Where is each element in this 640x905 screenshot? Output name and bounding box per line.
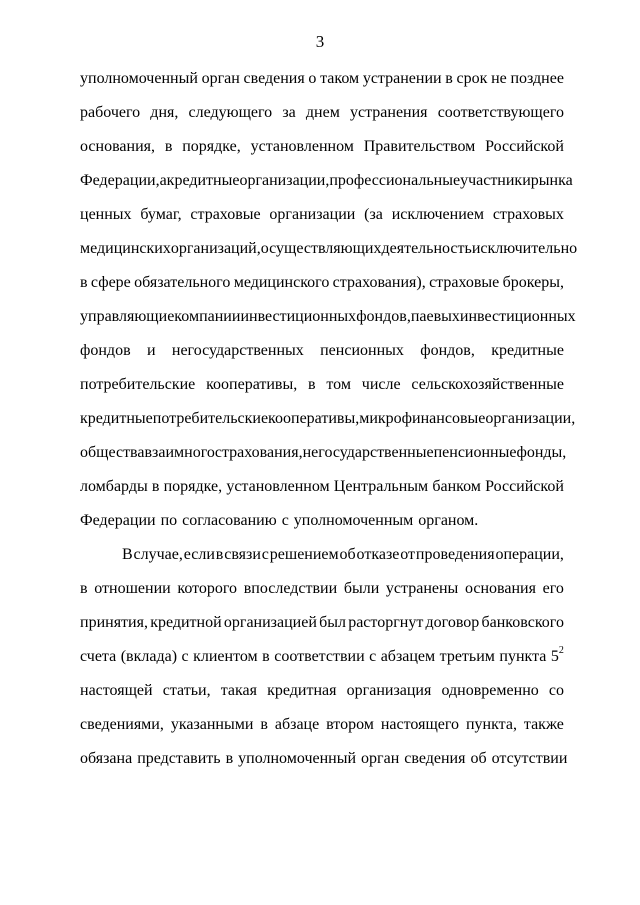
text-line: счета (вклада) с клиентом в соответствии с абзацем третьим пункта $5^2$ bbox=[80, 644, 564, 665]
text-line: ценных бумаг, страховые организации (за исключением страховых bbox=[80, 206, 564, 223]
superscript: 2 bbox=[558, 644, 564, 656]
text-line: в отношении которого впоследствии были устранены основания его bbox=[80, 580, 564, 597]
text-line: в сфере обязательного медицинского страхования), страховые брокеры, bbox=[80, 274, 564, 291]
text-line: рабочего дня, следующего за днем устранения соответствующего bbox=[80, 104, 564, 121]
text-line: фондов и негосударственных пенсионных фондов, кредитные bbox=[80, 342, 564, 359]
text-line: Федерации, а кредитные организации, профессиональные участники рынка bbox=[80, 172, 573, 189]
text-line: потребительские кооперативы, в том числе сельскохозяйственные bbox=[80, 376, 564, 393]
text-line: уполномоченный орган сведения о таком устранении в срок не позднее bbox=[80, 70, 564, 87]
text-line: управляющие компании инвестиционных фондов, паевых инвестиционных bbox=[80, 308, 576, 325]
text-line: сведениями, указанными в абзаце втором настоящего пункта, также bbox=[80, 716, 564, 733]
text-line: общества взаимного страхования, негосударственные пенсионные фонды, bbox=[80, 444, 567, 461]
text-line: Федерации по согласованию с уполномоченным органом. bbox=[80, 512, 479, 529]
text-line: основания, в порядке, установленном Правительством Российской bbox=[80, 138, 564, 155]
text-line: медицинских организаций, осуществляющих деятельность исключительно bbox=[80, 240, 578, 257]
text-line: настоящей статьи, такая кредитная организация одновременно со bbox=[80, 682, 564, 699]
page-number: 3 bbox=[315, 32, 325, 51]
text-line: обязана представить в уполномоченный орган сведения об отсутствии bbox=[80, 750, 568, 767]
text-line: принятия, кредитной организацией был расторгнут договор банковского bbox=[80, 614, 564, 631]
text-line: кредитные потребительские кооперативы, микрофинансовые организации, bbox=[80, 410, 576, 427]
text-line: ломбарды в порядке, установленном Центральным банком Российской bbox=[80, 478, 564, 495]
document-body bbox=[80, 62, 578, 776]
text-line: В случае, если в связи с решением об отказе от проведения операции, bbox=[122, 546, 564, 563]
